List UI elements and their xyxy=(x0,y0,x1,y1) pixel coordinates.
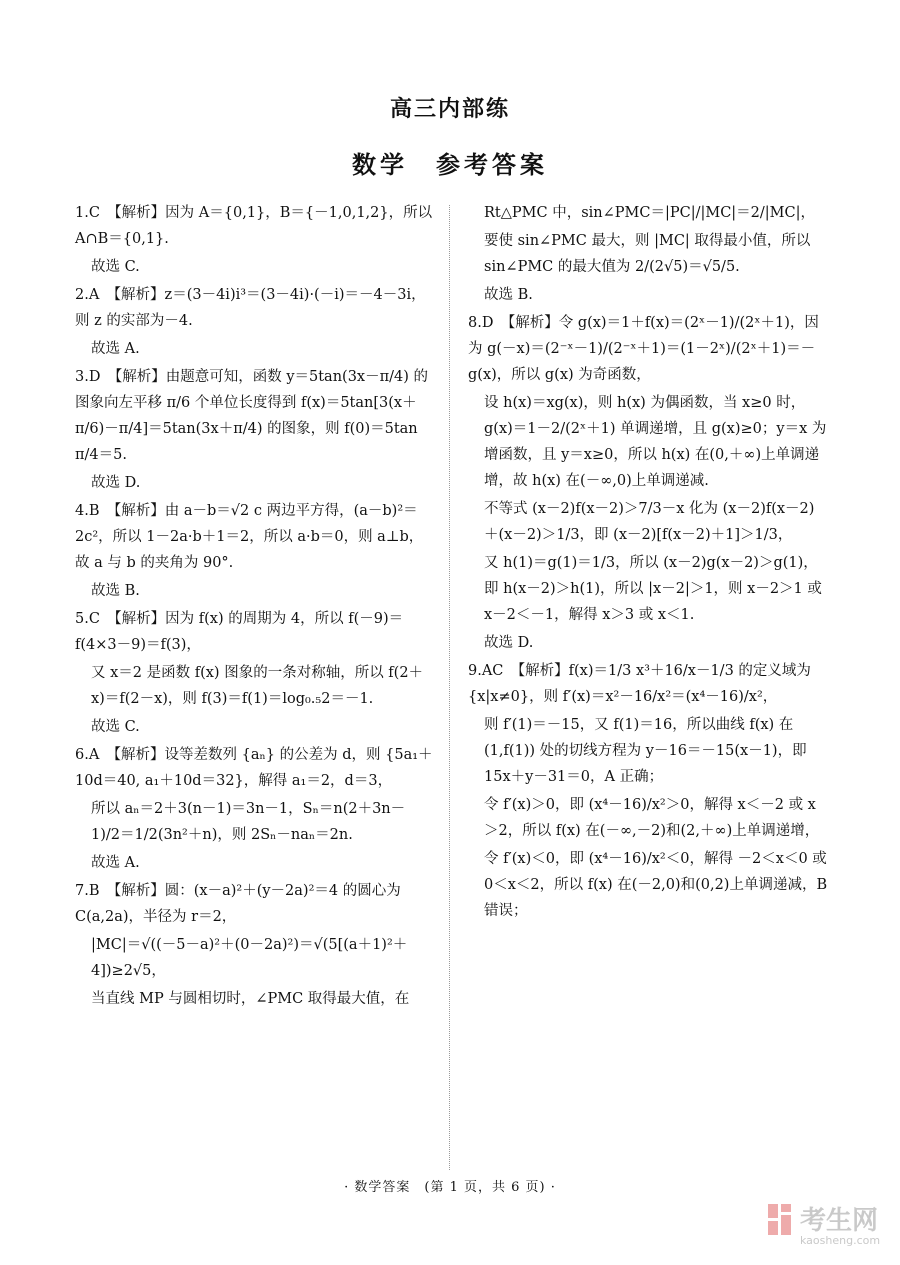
answer-paragraph: 3.D 【解析】由题意可知，函数 y＝5tan(3x－π/4) 的图象向左平移 π/6 个单位长度得到 f(x)＝5tan[3(x＋π/6)－π/4]＝5tan(3x＋π/4) 的图象，则 f(0)＝5tan π/4＝5. xyxy=(75,369,429,463)
answer-paragraph: 故选 C. xyxy=(91,719,140,735)
answer-paragraph: 又 x＝2 是函数 f(x) 图象的一条对称轴，所以 f(2＋x)＝f(2－x)，则 f(3)＝f(1)＝log₀.₅2＝－1. xyxy=(91,665,424,707)
answer-paragraph: 又 h(1)＝g(1)＝1/3，所以 (x－2)g(x－2)＞g(1)，即 h(x－2)＞h(1)，所以 |x－2|＞1，则 x－2＞1 或 x－2＜－1，解得 x＞3 或 x＜1. xyxy=(484,555,827,623)
answer-paragraph: |MC|＝√((－5－a)²＋(0－2a)²)＝√(5[(a＋1)²＋4])≥2√5， xyxy=(91,937,408,979)
answer-paragraph: 5.C 【解析】因为 f(x) 的周期为 4，所以 f(－9)＝f(4×3－9)＝f(3)， xyxy=(75,611,404,653)
watermark-brand: 考生网 xyxy=(800,1206,879,1236)
answer-paragraph: 设 h(x)＝xg(x)，则 h(x) 为偶函数，当 x≥0 时，g(x)＝1－2/(2ˣ＋1) 单调递增，且 g(x)≥0；y＝x 为增函数，且 y＝x≥0，所以 h(x) 在(0,＋∞)上单调递增，故 h(x) 在(－∞,0)上单调递减. xyxy=(484,395,827,489)
answer-paragraph: 故选 D. xyxy=(484,635,534,651)
answer-paragraph: 8.D 【解析】令 g(x)＝1＋f(x)＝(2ˣ－1)/(2ˣ＋1)，因为 g(－x)＝(2⁻ˣ－1)/(2⁻ˣ＋1)＝(1－2ˣ)/(2ˣ＋1)＝－g(x)，所以 g(x) 为奇函数， xyxy=(468,315,819,383)
answer-paragraph: 4.B 【解析】由 a－b＝√2 c 两边平方得，(a－b)²＝2c²，所以 1－2a·b＋1＝2，所以 a·b＝0，则 a⊥b，故 a 与 b 的夹角为 90°. xyxy=(75,503,424,571)
answer-paragraph: 令 f′(x)＜0，即 (x⁴－16)/x²＜0，解得 －2＜x＜0 或 0＜x＜2，所以 f(x) 在(－2,0)和(0,2)上单调递减，B 错误； xyxy=(484,851,832,919)
watermark-url: kaosheng.com xyxy=(800,1234,881,1247)
answer-paragraph: 故选 C. xyxy=(91,259,140,275)
answer-paragraph: Rt△PMC 中，sin∠PMC＝|PC|/|MC|＝2/|MC|， xyxy=(484,205,816,221)
answer-paragraph: 故选 A. xyxy=(91,341,140,357)
answer-paragraph: 要使 sin∠PMC 最大，则 |MC| 取得最小值，所以 sin∠PMC 的最大值为 2/(2√5)＝√5/5. xyxy=(484,233,816,275)
answer-paragraph: 故选 A. xyxy=(91,855,140,871)
answer-paragraph: 2.A 【解析】z＝(3－4i)i³＝(3－4i)·(－i)＝－4－3i，则 z 的实部为－4. xyxy=(75,287,426,329)
kaosheng-logo-icon xyxy=(766,1202,794,1238)
answer-paragraph: 1.C 【解析】因为 A＝{0,1}，B＝{－1,0,1,2}，所以 A∩B＝{0,1}. xyxy=(75,205,437,247)
answer-paragraph: 当直线 MP 与圆相切时，∠PMC 取得最大值，在 xyxy=(91,991,410,1007)
right-answer-column xyxy=(468,200,832,926)
answer-paragraph: 6.A 【解析】设等差数列 {aₙ} 的公差为 d，则 {5a₁＋10d＝40, a₁＋10d＝32}，解得 a₁＝2，d＝3， xyxy=(75,747,433,789)
document-title: 高三内部练 xyxy=(389,96,510,122)
answer-paragraph: 则 f′(1)＝－15，又 f(1)＝16，所以曲线 f(x) 在 (1,f(1)) 处的切线方程为 y－16＝－15(x－1)，即 15x＋y－31＝0，A 正确； xyxy=(484,717,812,785)
answer-paragraph: 所以 aₙ＝2＋3(n－1)＝3n－1，Sₙ＝n(2＋3n－1)/2＝1/2(3n²＋n)，则 2Sₙ－naₙ＝2n. xyxy=(91,801,406,843)
answer-paragraph: 令 f′(x)＞0，即 (x⁴－16)/x²＞0，解得 x＜－2 或 x＞2，所以 f(x) 在(－∞,－2)和(2,＋∞)上单调递增， xyxy=(484,797,820,839)
watermark xyxy=(766,1200,886,1260)
answer-paragraph: 故选 B. xyxy=(91,583,140,599)
column-divider xyxy=(449,205,450,1170)
left-answer-column xyxy=(75,200,437,1014)
answer-paragraph: 不等式 (x－2)f(x－2)＞7/3－x 化为 (x－2)f(x－2)＋(x－2)＞1/3，即 (x－2)[f(x－2)＋1]＞1/3， xyxy=(484,501,815,543)
document-subtitle: 数学 参考答案 xyxy=(352,150,548,179)
answer-paragraph: 9.AC 【解析】f(x)＝1/3 x³＋16/x－1/3 的定义域为 {x|x≠0}，则 f′(x)＝x²－16/x²＝(x⁴－16)/x²， xyxy=(468,663,816,705)
answer-paragraph: 7.B 【解析】圆：(x－a)²＋(y－2a)²＝4 的圆心为 C(a,2a)，半径为 r＝2， xyxy=(75,883,406,925)
page-footer: · 数学答案 (第 1 页，共 6 页) · xyxy=(344,1180,556,1195)
answer-paragraph: 故选 D. xyxy=(91,475,141,491)
answer-paragraph: 故选 B. xyxy=(484,287,533,303)
